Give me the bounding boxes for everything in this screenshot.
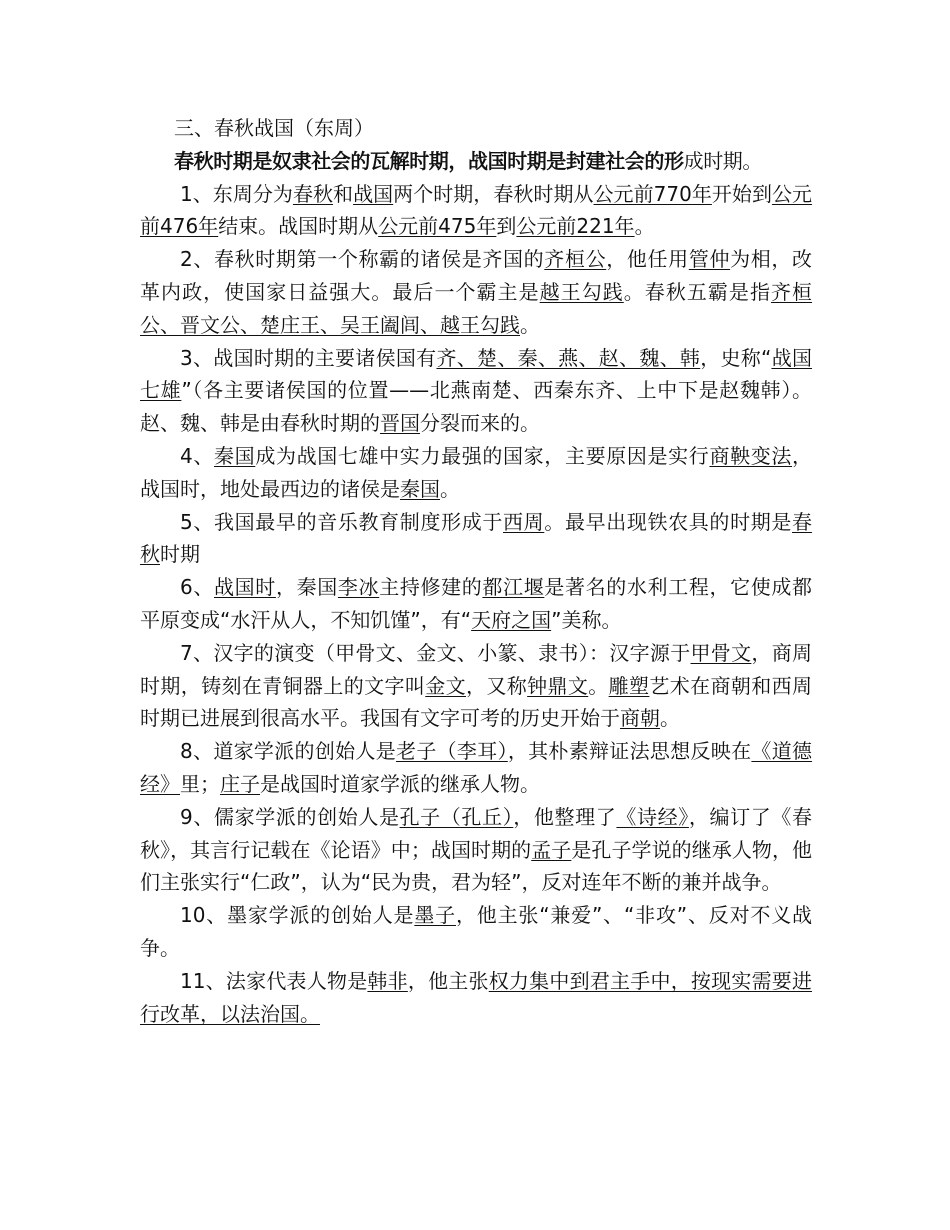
underlined-key-term: 战国七雄	[140, 345, 812, 403]
paragraph-text: 是孔子学说的继承人物，他们主张实行“仁政”，认为“民为贵，君为轻”，反对连年不断的兼并战争。	[140, 837, 813, 895]
paragraph-9	[140, 801, 812, 899]
paragraph-text: 结束。战国时期从	[218, 214, 379, 239]
paragraph-text: ，他主张	[407, 968, 489, 993]
underlined-key-term: 孟子	[531, 837, 572, 862]
underlined-key-term: 公元前770年	[593, 181, 712, 206]
paragraph-text: 11、法家代表人物是	[180, 968, 368, 993]
paragraph-text: 里；	[180, 771, 220, 796]
underlined-key-term: 孔子（孔丘）	[399, 804, 514, 829]
paragraph-text: 是战国时道家学派的继承人物。	[260, 771, 540, 796]
paragraph-text: 10、墨家学派的创始人是	[180, 903, 415, 928]
underlined-key-term: 公元前221年	[516, 214, 635, 239]
underlined-key-term: 商鞅变法	[709, 443, 793, 468]
paragraph-text: ，秦国	[275, 575, 338, 600]
paragraph-text: ，战国时，地处最西边的诸侯是	[140, 443, 813, 501]
paragraph-text: 到	[496, 214, 517, 239]
paragraph-text: ，他整理了	[513, 804, 617, 829]
paragraph-text: ，他主张“兼爱”、“非攻”、反对不义战争。	[140, 903, 813, 960]
paragraph-text: 艺术在商朝和西周时期已进展到很高水平。我国有文字可考的历史开始于	[140, 673, 812, 731]
paragraph-text: 两个时期，春秋时期从	[393, 181, 594, 206]
paragraph-text: 是著名的水利工程，它使成都平原变成“水汗从人，不知饥馑”，有“	[140, 575, 813, 632]
underlined-key-term: 管仲	[688, 247, 731, 272]
paragraph-text: ，其朴素辩证法思想反映在	[507, 739, 752, 764]
underlined-key-term: 甲骨文	[690, 640, 752, 665]
underlined-key-term: 春秋	[140, 509, 813, 567]
underlined-key-term: 《道德经》	[140, 739, 813, 796]
underlined-key-term: 公元前476年	[140, 181, 813, 239]
summary-normal-text: 成时期。	[683, 148, 763, 173]
paragraph-text: 主持修建的	[379, 575, 483, 600]
underlined-key-term: 春秋	[292, 181, 334, 206]
paragraph-text: 开始到	[711, 181, 772, 206]
paragraph-text: ”（各主要诸侯国的位置——北燕南楚、西秦东齐、上中下是赵魏韩）。赵、魏、韩是由春秋时期的	[140, 378, 812, 436]
underlined-key-term: 晋国	[380, 411, 420, 436]
document-body	[140, 112, 812, 1030]
underlined-key-term: 《诗经》	[616, 804, 689, 829]
underlined-key-term: 天府之国	[471, 607, 552, 632]
paragraph-1	[140, 178, 812, 244]
underlined-key-term: 战国	[353, 181, 394, 206]
paragraph-8	[140, 735, 812, 801]
paragraph-text: 8、道家学派的创始人是	[180, 739, 397, 764]
paragraph-text: 2、春秋时期第一个称霸的诸侯是齐国的	[180, 247, 545, 272]
paragraph-text: 。	[520, 312, 540, 337]
underlined-key-term: 都江堰	[482, 575, 545, 600]
paragraph-text: 7、汉字的演变（甲骨文、金文、小篆、隶书）：汉字源于	[180, 640, 691, 665]
paragraph-text: ”美称。	[551, 607, 622, 632]
underlined-key-term: 公元前475年	[378, 214, 497, 239]
underlined-key-term: 权力集中到君主手中，按现实需要进行改革，以法治国。	[140, 968, 813, 1026]
paragraph-5	[140, 506, 812, 572]
underlined-key-term: 齐桓公、晋文公、楚庄王、吴王阖闾、越王勾践	[140, 279, 813, 337]
underlined-key-term: 秦国	[400, 476, 440, 501]
paragraph-text: 。	[588, 673, 609, 698]
underlined-key-term: 李冰	[337, 575, 380, 600]
underlined-key-term: 齐、楚、秦、燕、赵、魏、韩	[436, 345, 701, 370]
paragraph-text: ，编订了《春秋》，其言行记载在《论语》中；战国时期的	[140, 804, 813, 862]
underlined-key-term: 金文	[425, 673, 466, 698]
paragraph-text: 成为战国七雄中实力最强的国家，主要原因是实行	[255, 443, 710, 468]
paragraph-text: 时期	[160, 542, 200, 567]
paragraph-text: ，他任用	[606, 247, 689, 272]
underlined-key-term: 西周	[503, 509, 545, 534]
paragraph-text: 9、儒家学派的创始人是	[180, 804, 400, 829]
paragraph-6	[140, 571, 812, 637]
paragraph-text: ，史称“	[700, 345, 772, 370]
numbered-paragraphs	[140, 178, 812, 1031]
paragraph-10	[140, 899, 812, 965]
paragraph-text: 。春秋五霸是指	[623, 279, 771, 304]
paragraph-text: 。	[660, 706, 680, 731]
section-heading: 三、春秋战国（东周）	[174, 116, 374, 140]
paragraph-text: ，商周时期，铸刻在青铜器上的文字叫	[140, 640, 813, 698]
paragraph-text: 为相，改革内政，使国家日益强大。最后一个霸主是	[140, 247, 813, 304]
underlined-key-term: 秦国	[214, 443, 256, 468]
paragraph-text: 。最早出现铁农具的时期是	[544, 509, 793, 534]
paragraph-4	[140, 440, 812, 506]
paragraph-text: 3、战国时期的主要诸侯国有	[180, 345, 437, 370]
underlined-key-term: 齐桓公	[544, 247, 607, 272]
underlined-key-term: 雕塑	[608, 673, 650, 698]
paragraph-text: 。	[440, 476, 460, 501]
paragraph-text: 1、东周分为	[180, 181, 293, 206]
underlined-key-term: 墨子	[414, 903, 456, 928]
paragraph-text: 分裂而来的。	[420, 411, 540, 436]
paragraph-2	[140, 243, 812, 341]
underlined-key-term: 老子（李耳）	[396, 739, 508, 764]
paragraph-text: 5、我国最早的音乐教育制度形成于	[180, 509, 503, 534]
underlined-key-term: 庄子	[220, 771, 260, 796]
paragraph-text: 6、	[180, 575, 215, 600]
underlined-key-term: 韩非	[367, 968, 408, 993]
section-summary	[140, 145, 812, 178]
paragraph-text: 。	[634, 214, 655, 239]
underlined-key-term: 越王勾践	[539, 279, 624, 304]
paragraph-text: 4、	[180, 443, 215, 468]
paragraph-7	[140, 637, 812, 735]
underlined-key-term: 商朝	[620, 706, 660, 731]
paragraph-text: 和	[333, 181, 354, 206]
underlined-key-term: 钟鼎文	[527, 673, 589, 698]
paragraph-3	[140, 342, 812, 440]
summary-bold-text: 春秋时期是奴隶社会的瓦解时期，战国时期是封建社会的形	[174, 148, 684, 173]
underlined-key-term: 战国时	[214, 575, 276, 600]
paragraph-11	[140, 965, 812, 1031]
paragraph-text: ，又称	[466, 673, 528, 698]
